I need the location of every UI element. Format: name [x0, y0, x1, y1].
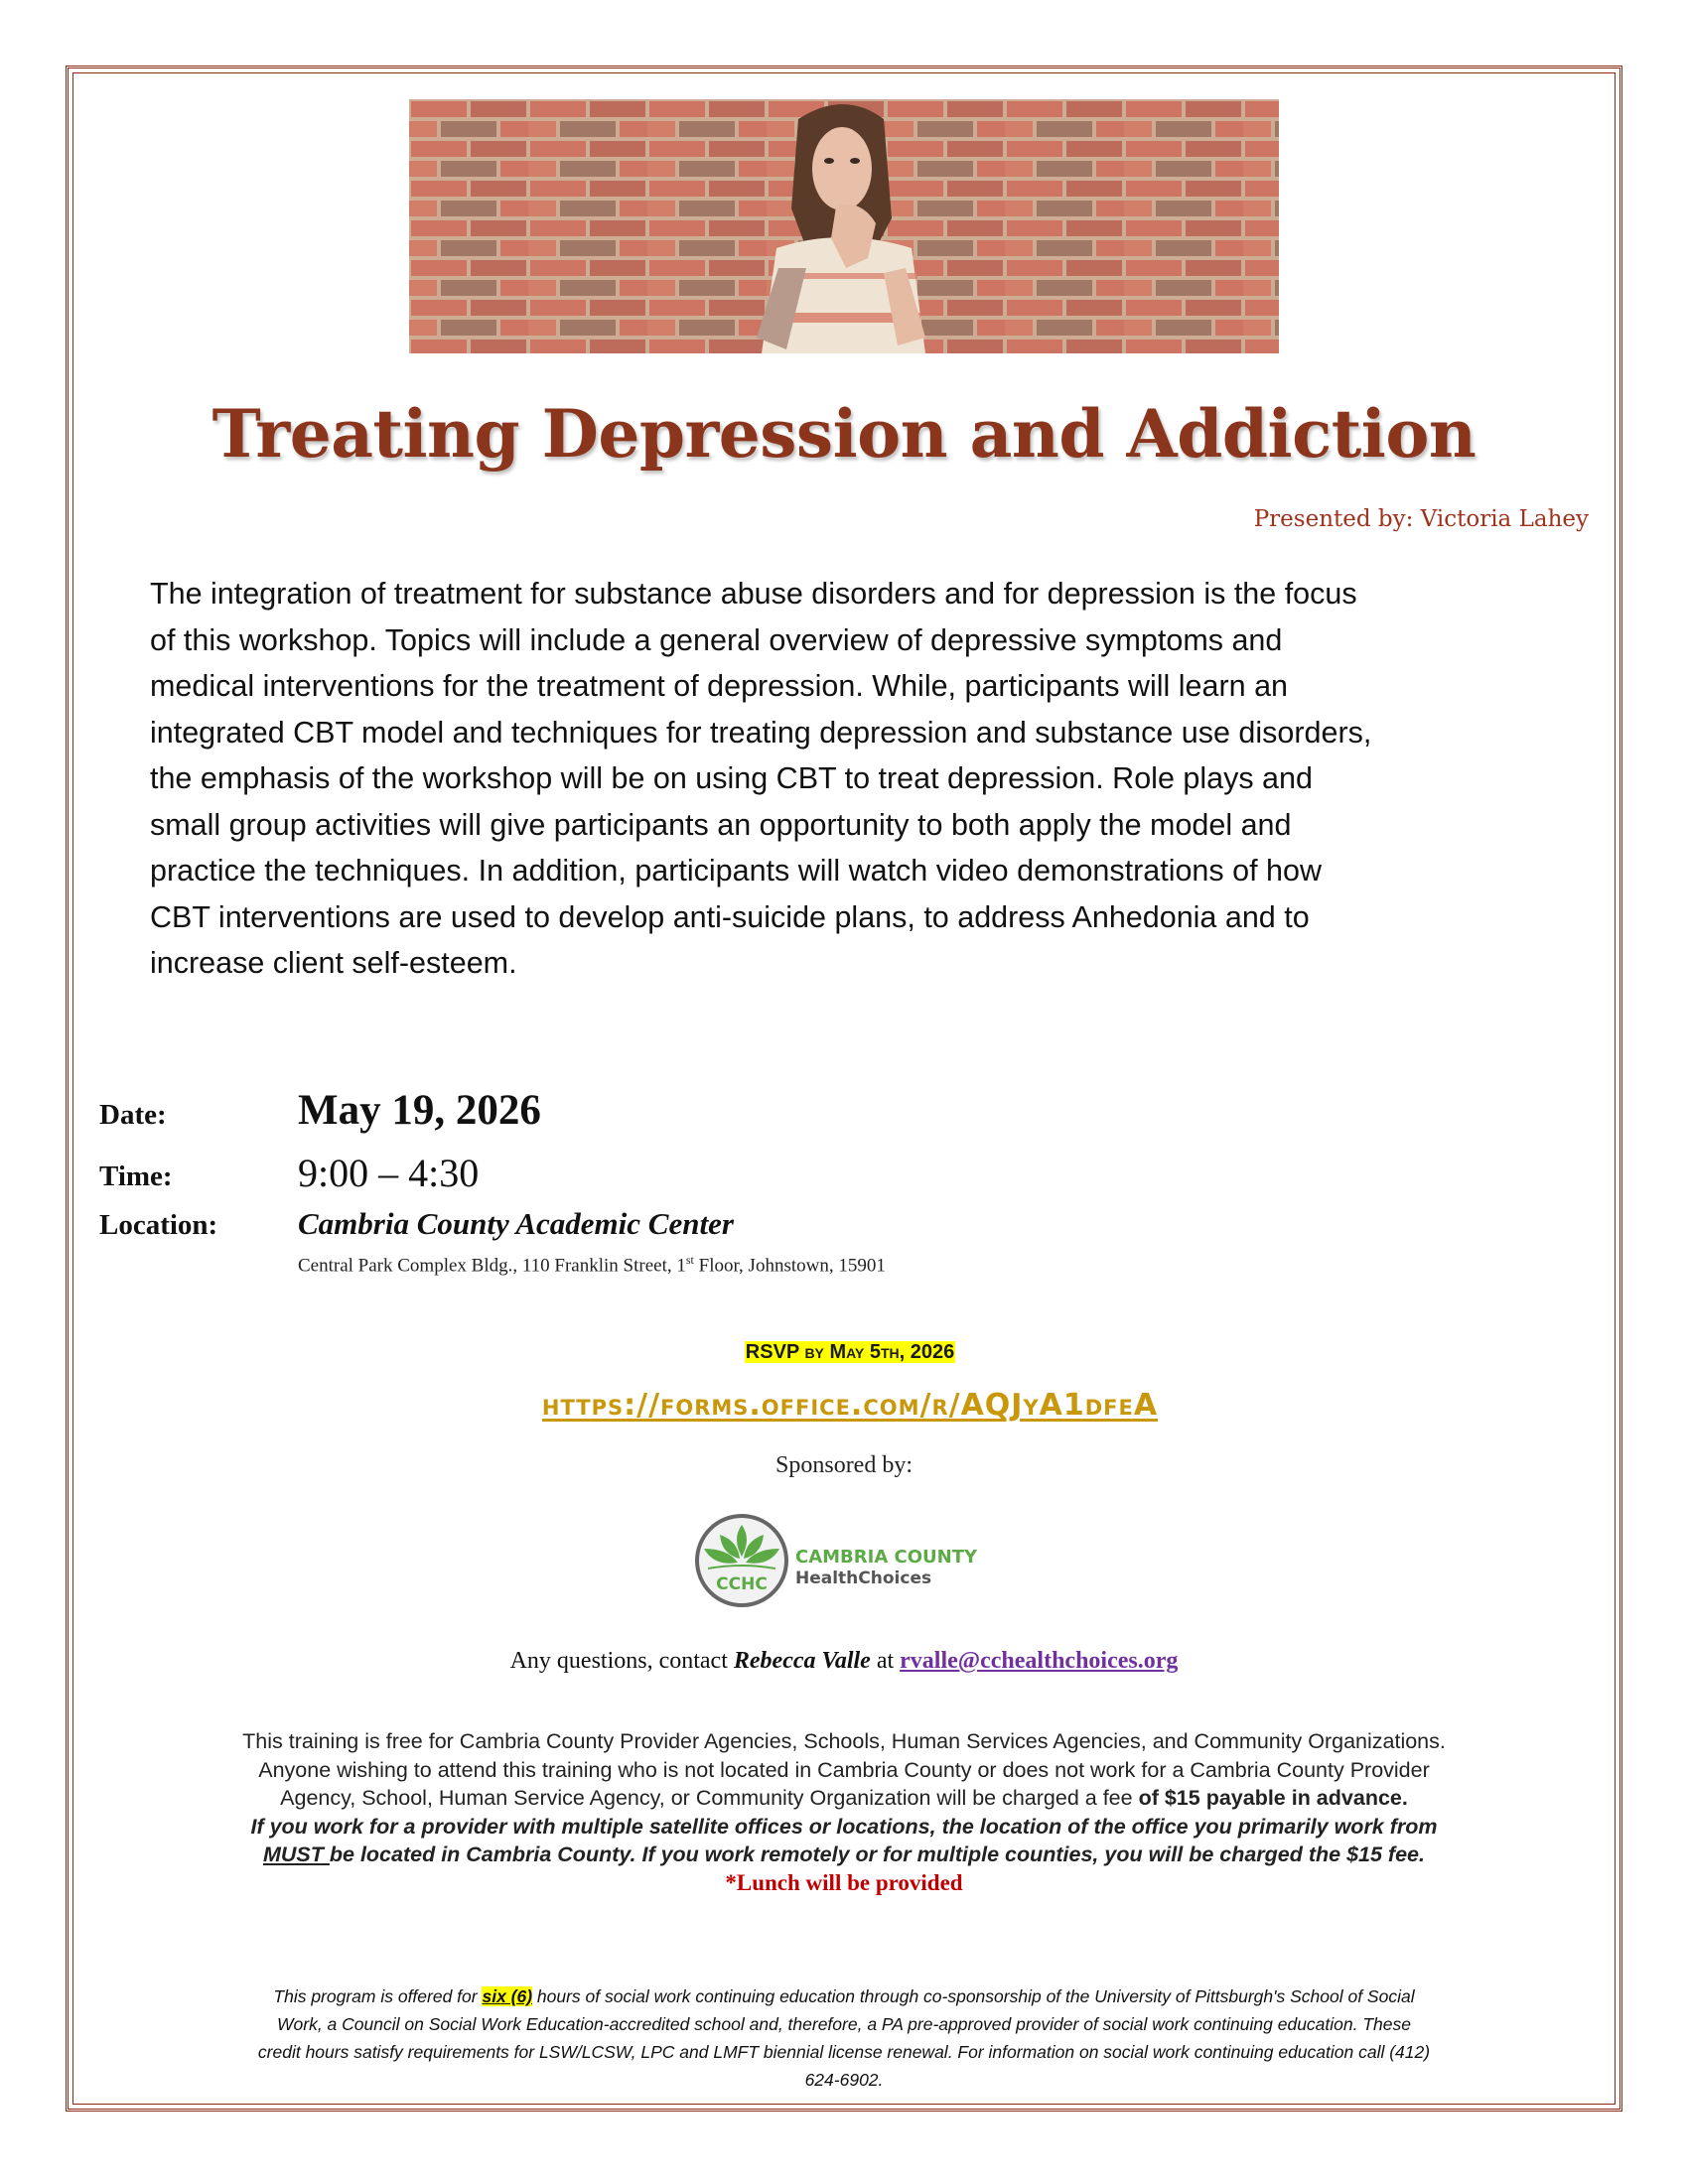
cchc-logo-image: [690, 1509, 1008, 1612]
logo-initials: CCHC: [716, 1574, 768, 1594]
header-photo: [409, 99, 1279, 353]
rsvp-link[interactable]: https://forms.office.com/r/AQJyA1dfeA: [541, 1388, 1159, 1423]
description-line: medical interventions for the treatment of depression. While, participants will learn an: [150, 669, 1288, 703]
contact-line: Any questions, contact Rebecca Valle at rvalle@cchealthchoices.org: [509, 1648, 1179, 1674]
contact-name: Rebecca Valle: [733, 1648, 871, 1674]
location-address: Central Park Complex Bldg., 110 Franklin Street, 1st Floor, Johnstown, 15901: [298, 1253, 886, 1277]
presenter-name: Presented by: Victoria Lahey: [1253, 506, 1589, 532]
fee-notice: This training is free for Cambria County Provider Agencies, Schools, Human Services Agencies, and Community Organizations. Anyone wishing to attend this training who is not located in Cambria County or does not work for a Cambria County Provider Agency, School, Human Service Agency, or Community Organization will be charged a fee of $15 payable in advance. If you work for a provider with multiple satellite offices or locations, the location of the office you primarily work from MUST be located in Cambria County. If you work remotely or for multiple counties, you will be charged the $15 fee. *Lunch will be provided: [109, 1727, 1579, 1897]
description-line: CBT interventions are used to develop anti-suicide plans, to address Anhedonia and to: [150, 899, 1310, 934]
date-label: Date:: [99, 1099, 167, 1131]
sponsored-by-label: Sponsored by:: [775, 1452, 913, 1478]
description-line: practice the techniques. In addition, participants will watch video demonstrations of how: [150, 854, 1322, 887]
description-line: The integration of treatment for substance abuse disorders and for depression is the focus: [150, 577, 1357, 611]
location-label: Location:: [99, 1209, 218, 1241]
logo-line-2: HealthChoices: [795, 1569, 932, 1588]
continuing-education-note: This program is offered for six (6) hours of social work continuing education through co-sponsorship of the University of Pittsburgh's School of Social Work, a Council on Social Work Education-accredited school and, therefore, a PA pre-approved provider of social work continuing education. These credit hours satisfy requirements for LSW/LCSW, LPC and LMFT biennial license renewal. For information on social work continuing education call (412) 624-6902.: [257, 1986, 1431, 2090]
cchc-logo: [690, 1509, 1008, 1612]
description-line: integrated CBT model and techniques for treating depression and substance use disorders,: [150, 715, 1372, 750]
description-line: of this workshop. Topics will include a general overview of depressive symptoms and: [150, 622, 1283, 657]
location-value: Cambria County Academic Center: [298, 1206, 734, 1241]
description-line: small group activities will give participants an opportunity to both apply the model and: [150, 807, 1292, 842]
rsvp-deadline: RSVP by May 5th, 2026: [745, 1341, 955, 1363]
time-value: 9:00 – 4:30: [298, 1151, 480, 1195]
description-line: increase client self-esteem.: [150, 946, 517, 980]
description-line: the emphasis of the workshop will be on using CBT to treat depression. Role plays and: [150, 761, 1313, 795]
date-value: May 19, 2026: [298, 1087, 541, 1134]
brick-wall-person-image: [409, 99, 1279, 353]
event-title: Treating Depression and Addiction: [211, 395, 1477, 473]
hours-highlight: six (6): [482, 1986, 533, 2006]
logo-line-1: CAMBRIA COUNTY: [795, 1547, 978, 1568]
event-description: [150, 571, 1580, 987]
time-label: Time:: [99, 1160, 173, 1192]
lunch-notice: *Lunch will be provided: [725, 1869, 963, 1895]
contact-email-link[interactable]: rvalle@cchealthchoices.org: [900, 1648, 1179, 1674]
